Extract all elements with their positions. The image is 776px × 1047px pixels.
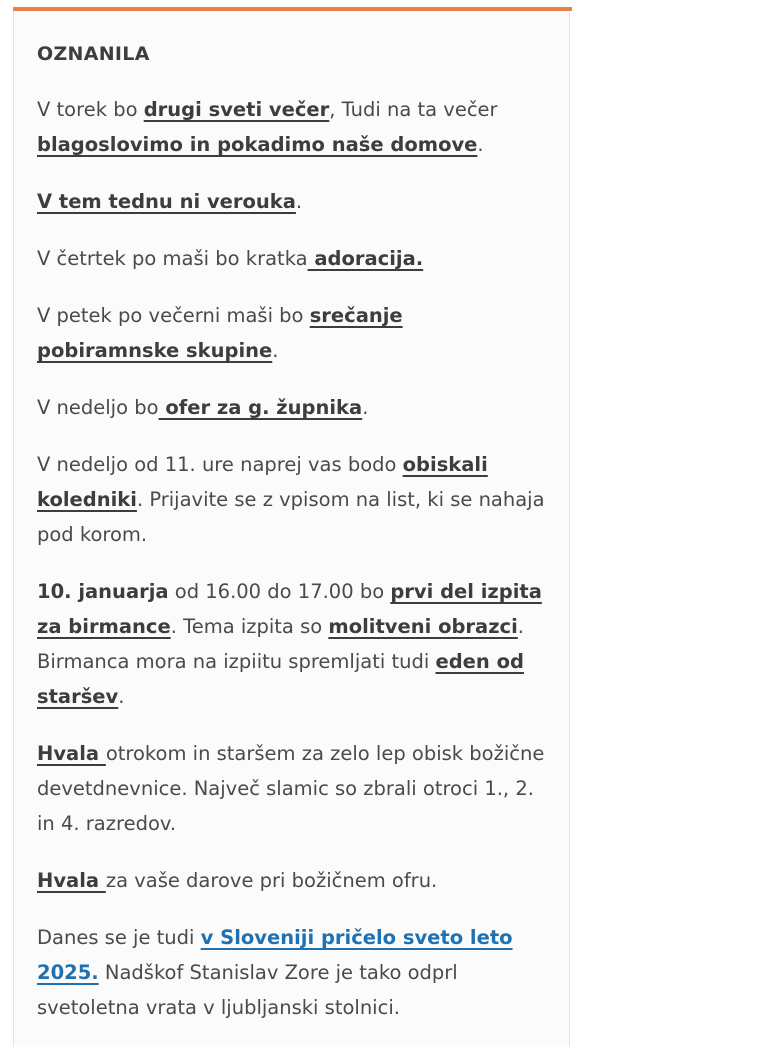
card-accent-bar xyxy=(13,7,572,11)
announcement-item: V torek bo drugi sveti večer, Tudi na ta večer blagoslovimo in pokadimo naše domove. xyxy=(37,98,498,156)
announcement-item: V nedeljo od 11. ure naprej vas bodo obiskali koledniki. Prijavite se z vpisom na list, ki se nahaja pod korom. xyxy=(37,453,545,546)
highlight-text: V tem tednu ni verouka xyxy=(37,190,296,213)
highlight-text: Hvala xyxy=(37,869,106,892)
highlight-text: Hvala xyxy=(37,742,106,765)
announcement-item: Hvala za vaše darove pri božičnem ofru. xyxy=(37,869,438,892)
announcement-item: V tem tednu ni verouka. xyxy=(37,190,303,213)
highlight-text: adoracija. xyxy=(307,247,424,270)
highlight-text: molitveni obrazci xyxy=(328,615,518,638)
announcement-item: 10. januarja od 16.00 do 17.00 bo prvi del izpita za birmance. Tema izpita so molitveni obrazci. Birmanca mora na izpiitu spremljati tudi eden od staršev. xyxy=(37,580,542,708)
highlight-text: eden od staršev xyxy=(37,650,524,708)
announcements-card xyxy=(13,7,570,1047)
announcement-item: V petek po večerni maši bo srečanje pobiramnske skupine. xyxy=(37,304,403,362)
announcement-item: V četrtek po maši bo kratka adoracija. xyxy=(37,247,424,270)
highlight-text: ofer za g. župnika xyxy=(158,396,363,419)
announcements-content xyxy=(37,37,547,1047)
section-title: OZNANILA xyxy=(37,43,150,65)
highlight-text: prvi del izpita za birmance xyxy=(37,580,542,638)
announcement-item: V nedeljo bo ofer za g. župnika. xyxy=(37,396,369,419)
announcement-item: Danes se je tudi v Sloveniji pričelo sveto leto 2025. Nadškof Stanislav Zore je tako odprl svetoletna vrata v ljubljanski stolnici. xyxy=(37,926,513,1019)
highlight-text: obiskali koledniki xyxy=(37,453,488,511)
highlight-text: drugi sveti večer xyxy=(143,98,330,121)
highlight-text: blagoslovimo in pokadimo naše domove xyxy=(37,133,478,156)
announcement-item: Hvala otrokom in staršem za zelo lep obisk božične devetdnevnice. Največ slamic so zbrali otroci 1., 2. in 4. razredov. xyxy=(37,742,545,835)
highlight-text: srečanje pobiramnske skupine xyxy=(37,304,403,362)
holy-year-link[interactable]: v Sloveniji pričelo sveto leto 2025. xyxy=(37,926,513,984)
date-text: 10. januarja xyxy=(37,580,169,603)
